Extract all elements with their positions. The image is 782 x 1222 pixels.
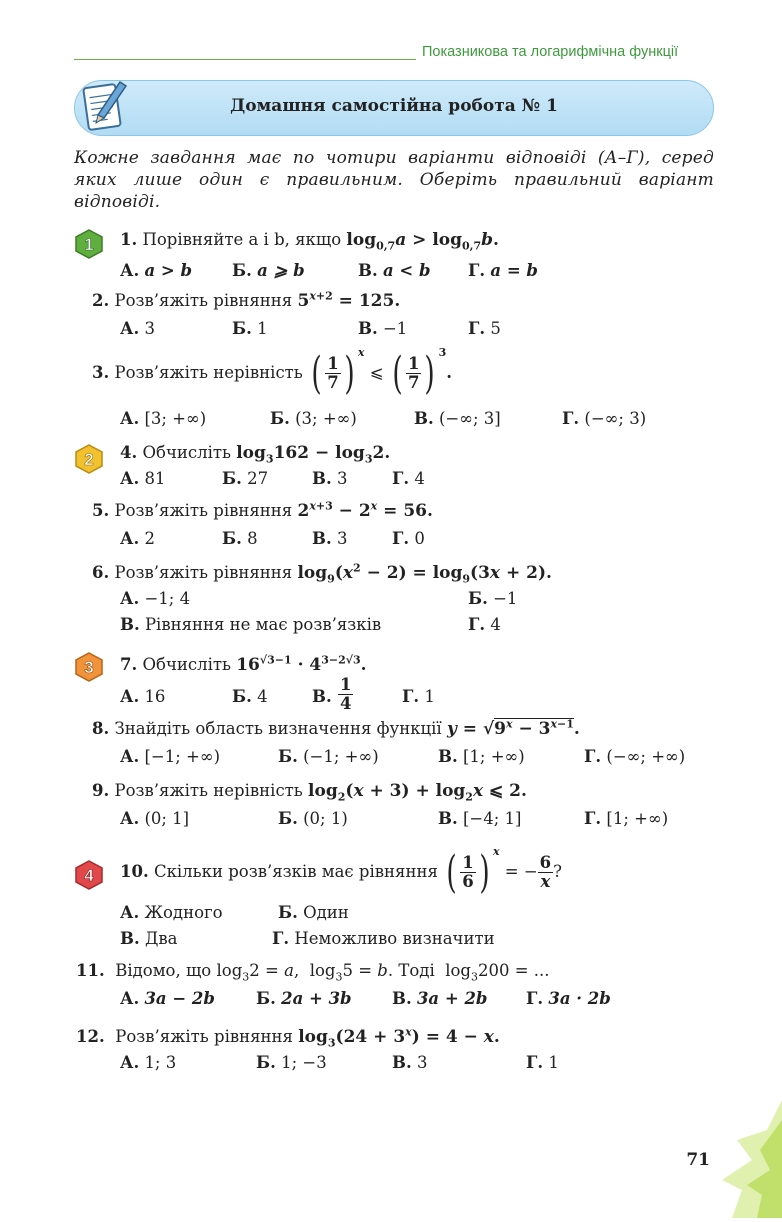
level-3-badge bbox=[74, 652, 104, 682]
question-10: 10. Скільки розв’язків має рівняння ( $\frac{1}{6}$ ) $^x$ = − $\frac{6}{x}$ ? bbox=[120, 845, 563, 898]
level-2-badge bbox=[74, 444, 104, 474]
question-1: 1. Порівняйте a і b, якщо $\log_{0,7}a > \log_{0,7}b$. bbox=[120, 230, 499, 253]
question-2: 2. Розв’яжіть рівняння $5^{x+2} = 125$. bbox=[92, 289, 401, 311]
level-4-badge bbox=[74, 860, 104, 890]
page-title: Домашня самостійна робота № 1 bbox=[230, 96, 558, 116]
question-4: 4. Обчисліть $\log_3162 - \log_32$. bbox=[120, 443, 391, 466]
question-7-answers: А. 16 Б. 4 В. $\frac{1}{4}$ Г. 1 bbox=[120, 675, 435, 713]
level-1-label: 1 bbox=[84, 235, 94, 254]
question-8: 8. Знайдіть область визначення функції $y = √9^x - 3^{x-1}$. bbox=[92, 717, 580, 739]
header-rule bbox=[74, 59, 416, 60]
corner-leaf-decoration bbox=[712, 1100, 782, 1218]
level-2-label: 2 bbox=[84, 450, 94, 469]
page-number: 71 bbox=[686, 1150, 710, 1170]
question-6: 6. Розв’яжіть рівняння $\log_9(x^2 - 2) = \log_9(3x + 2)$. bbox=[92, 561, 552, 586]
level-1-badge bbox=[74, 229, 104, 259]
question-5: 5. Розв’яжіть рівняння $2^{x+3} - 2^x = 56$. bbox=[92, 499, 433, 521]
question-9: 9. Розв’яжіть нерівність $\log_2(x + 3) + \log_2x$ ⩽ 2. bbox=[92, 781, 527, 804]
level-4-label: 4 bbox=[84, 866, 94, 885]
question-3: 3. Розв’яжіть нерівність ( $\frac{1}{7}$ ) $^x$ ⩽ ( $\frac{1}{7}$ ) $^3$. bbox=[92, 346, 452, 399]
question-12: 12. Розв’яжіть рівняння $\log_3(24 + 3^x) = 4 - x$. bbox=[76, 1025, 500, 1050]
instructions: Кожне завдання має по чотири варіанти відповіді (А–Г), серед яких лише один є правильним. Оберіть правильний варіант відповіді. bbox=[74, 148, 714, 212]
question-11: 11. Відомо, що $\log_32 = a$, $\log_35 = b$. Тоді $\log_3200$ = ... bbox=[76, 961, 550, 984]
level-3-label: 3 bbox=[84, 658, 94, 677]
question-7: 7. Обчисліть $16^{√3-1} \cdot 4^{3-2√3}$. bbox=[120, 653, 367, 675]
section-title: Показникова та логарифмічна функції bbox=[422, 44, 679, 60]
